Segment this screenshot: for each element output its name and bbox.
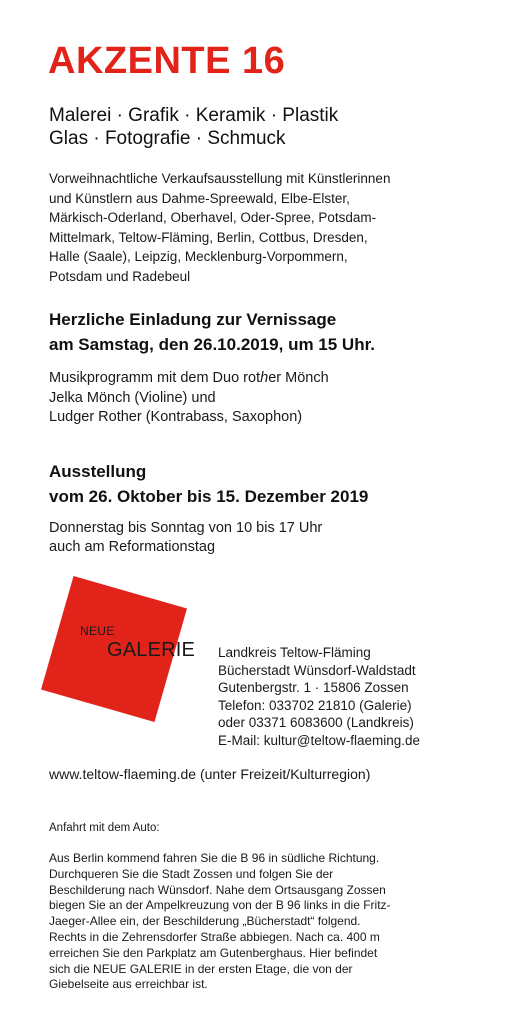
address-line: Telefon: 033702 21810 (Galerie) xyxy=(218,697,412,713)
directions-paragraph xyxy=(49,851,455,993)
genre-line-1: Malerei · Grafik · Keramik · Plastik xyxy=(49,105,339,126)
directions-line: sich die NEUE GALERIE in der ersten Etage, die von der xyxy=(49,961,353,976)
music-italic: h xyxy=(260,370,269,386)
directions-heading: Anfahrt mit dem Auto: xyxy=(49,822,160,834)
vernissage-invitation xyxy=(49,307,375,357)
intro-line: Märkisch-Oderland, Oberhavel, Oder-Spree, Potsdam- xyxy=(49,210,377,225)
website-text: www.teltow-flaeming.de (unter Freizeit/Kulturregion) xyxy=(49,766,371,782)
email-line: E-Mail: kultur@teltow-flaeming.de xyxy=(218,732,421,748)
intro-line: und Künstlern aus Dahme-Spreewald, Elbe-Elster, xyxy=(49,190,350,206)
intro-line: Vorweihnachtliche Verkaufsausstellung mit Künstlerinnen xyxy=(49,171,391,186)
exhibition-line-1: Ausstellung xyxy=(49,462,147,481)
music-line-1 xyxy=(49,369,329,389)
directions-line: biegen Sie an der Ampelkreuzung von der B 96 links in die Fritz- xyxy=(49,898,391,913)
address-line: Gutenbergstr. 1 · 15806 Zossen xyxy=(218,680,409,695)
directions-line: Giebelseite aus erreichbar ist. xyxy=(49,977,208,992)
intro-line: Halle (Saale), Leipzig, Mecklenburg-Vorpommern, xyxy=(49,249,348,264)
address-block xyxy=(218,644,420,749)
music-prefix: Musikprogramm mit dem Duo rot xyxy=(49,370,261,386)
directions-line: Jaeger-Allee ein, der Beschilderung „Bücherstadt“ folgend. xyxy=(49,914,361,929)
genre-line-2: Glas · Fotografie · Schmuck xyxy=(49,128,286,149)
directions-line: erreichen Sie den Parkplatz am Gutenberghaus. Hier befindet xyxy=(49,945,378,960)
directions-line: Rechts in die Zehrensdorfer Straße abbiegen. Nach ca. 400 m xyxy=(49,929,380,944)
music-line-3: Ludger Rother (Kontrabass, Saxophon) xyxy=(49,409,303,425)
intro-paragraph xyxy=(49,169,390,286)
directions-line: Beschilderung nach Wünsdorf. Nahe dem Ortsausgang Zossen xyxy=(49,882,386,897)
intro-line: Potsdam und Radebeul xyxy=(49,268,191,284)
logo-text-neue: NEUE xyxy=(80,624,115,638)
exhibition-line-2: vom 26. Oktober bis 15. Dezember 2019 xyxy=(49,487,369,506)
address-line: Landkreis Teltow-Fläming xyxy=(218,645,371,660)
genre-list xyxy=(49,104,338,150)
music-programme xyxy=(49,369,329,428)
invitation-line-1: Herzliche Einladung zur Vernissage xyxy=(49,310,337,329)
directions-line: Aus Berlin kommend fahren Sie die B 96 in südliche Richtung. xyxy=(49,851,380,865)
address-line: oder 03371 6083600 (Landkreis) xyxy=(218,715,414,730)
exhibition-dates xyxy=(49,459,368,509)
opening-hours xyxy=(49,519,322,557)
invitation-line-2: am Samstag, den 26.10.2019, um 15 Uhr. xyxy=(49,335,375,354)
page-title: AKZENTE 16 xyxy=(48,40,286,82)
music-line-2: Jelka Mönch (Violine) und xyxy=(49,389,216,406)
address-line: Bücherstadt Wünsdorf-Waldstadt xyxy=(218,662,416,678)
intro-line: Mittelmark, Teltow-Fläming, Berlin, Cottbus, Dresden, xyxy=(49,229,368,245)
logo-text-galerie: GALERIE xyxy=(107,639,196,661)
directions-line: Durchqueren Sie die Stadt Zossen und folgen Sie der xyxy=(49,866,334,881)
hours-line-2: auch am Reformationstag xyxy=(49,539,216,555)
music-suffix: er Mönch xyxy=(268,370,329,386)
hours-line-1: Donnerstag bis Sonntag von 10 bis 17 Uhr xyxy=(49,520,323,536)
